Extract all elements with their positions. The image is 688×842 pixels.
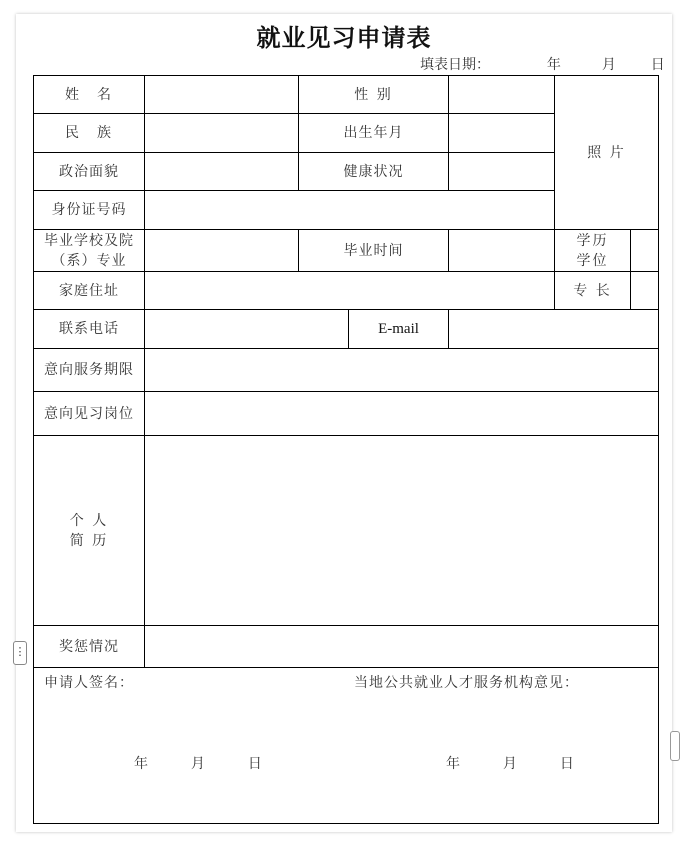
email-field[interactable] xyxy=(449,310,659,349)
applicant-date-year: 年 xyxy=(134,756,148,772)
address-label: 家庭住址 xyxy=(34,272,145,310)
intern-post-field[interactable] xyxy=(145,392,659,436)
application-form-table xyxy=(33,75,659,668)
phone-label: 联系电话 xyxy=(34,310,145,349)
school-label-line1: 毕业学校及院 xyxy=(44,232,134,249)
political-field[interactable] xyxy=(145,153,299,191)
agency-date-year: 年 xyxy=(446,756,460,772)
phone-field[interactable] xyxy=(145,310,349,349)
health-label: 健康状况 xyxy=(299,153,449,191)
applicant-signature-label: 申请人签名： xyxy=(44,675,134,691)
specialty-field[interactable] xyxy=(631,272,659,310)
degree-label xyxy=(555,230,631,272)
applicant-date-day: 日 xyxy=(247,756,262,772)
birth-label: 出生年月 xyxy=(299,114,449,153)
rewards-field[interactable] xyxy=(145,626,659,668)
name-field[interactable] xyxy=(145,76,299,114)
rewards-label: 奖惩情况 xyxy=(34,626,145,668)
degree-label-line1: 学历 xyxy=(576,232,609,249)
signature-section[interactable] xyxy=(33,668,659,824)
fill-date-day: 日 xyxy=(650,57,665,73)
school-label-line2: （系）专业 xyxy=(51,252,127,269)
degree-field[interactable] xyxy=(631,230,659,272)
school-field[interactable] xyxy=(145,230,299,272)
address-field[interactable] xyxy=(145,272,555,310)
applicant-date-month: 月 xyxy=(190,756,205,772)
agency-date xyxy=(446,753,574,773)
form-title: 就业见习申请表 xyxy=(256,23,432,52)
resume-label-line1: 个 人 xyxy=(69,512,109,529)
fill-date-month: 月 xyxy=(601,57,616,73)
name-label: 姓 名 xyxy=(34,76,145,114)
scroll-handle[interactable] xyxy=(670,731,680,761)
fill-date-year: 年 xyxy=(546,57,561,73)
id-number-field[interactable] xyxy=(145,191,555,230)
agency-opinion-label: 当地公共就业人才服务机构意见： xyxy=(354,675,579,691)
political-label: 政治面貌 xyxy=(34,153,145,191)
service-period-label: 意向服务期限 xyxy=(34,349,145,392)
agency-date-month: 月 xyxy=(502,756,517,772)
resume-field[interactable] xyxy=(145,436,659,626)
intern-post-label: 意向见习岗位 xyxy=(34,392,145,436)
resume-label-line2: 简 历 xyxy=(69,532,109,549)
specialty-label: 专 长 xyxy=(555,272,631,310)
service-period-field[interactable] xyxy=(145,349,659,392)
grad-time-label: 毕业时间 xyxy=(299,230,449,272)
resume-label xyxy=(34,436,145,626)
photo-area[interactable]: 照 片 xyxy=(555,76,659,230)
gender-label: 性 别 xyxy=(299,76,449,114)
id-number-label: 身份证号码 xyxy=(34,191,145,230)
school-label xyxy=(34,230,145,272)
more-vertical-icon[interactable]: ⋮ xyxy=(13,641,27,665)
fill-date-label: 填表日期： xyxy=(420,57,490,73)
gender-field[interactable] xyxy=(449,76,555,114)
applicant-date xyxy=(134,753,262,773)
email-label: E-mail xyxy=(349,310,449,349)
birth-field[interactable] xyxy=(449,114,555,153)
agency-date-day: 日 xyxy=(559,756,574,772)
fill-date-line xyxy=(420,54,665,74)
health-field[interactable] xyxy=(449,153,555,191)
ethnicity-field[interactable] xyxy=(145,114,299,153)
ethnicity-label: 民 族 xyxy=(34,114,145,153)
grad-time-field[interactable] xyxy=(449,230,555,272)
degree-label-line2: 学位 xyxy=(576,252,609,269)
